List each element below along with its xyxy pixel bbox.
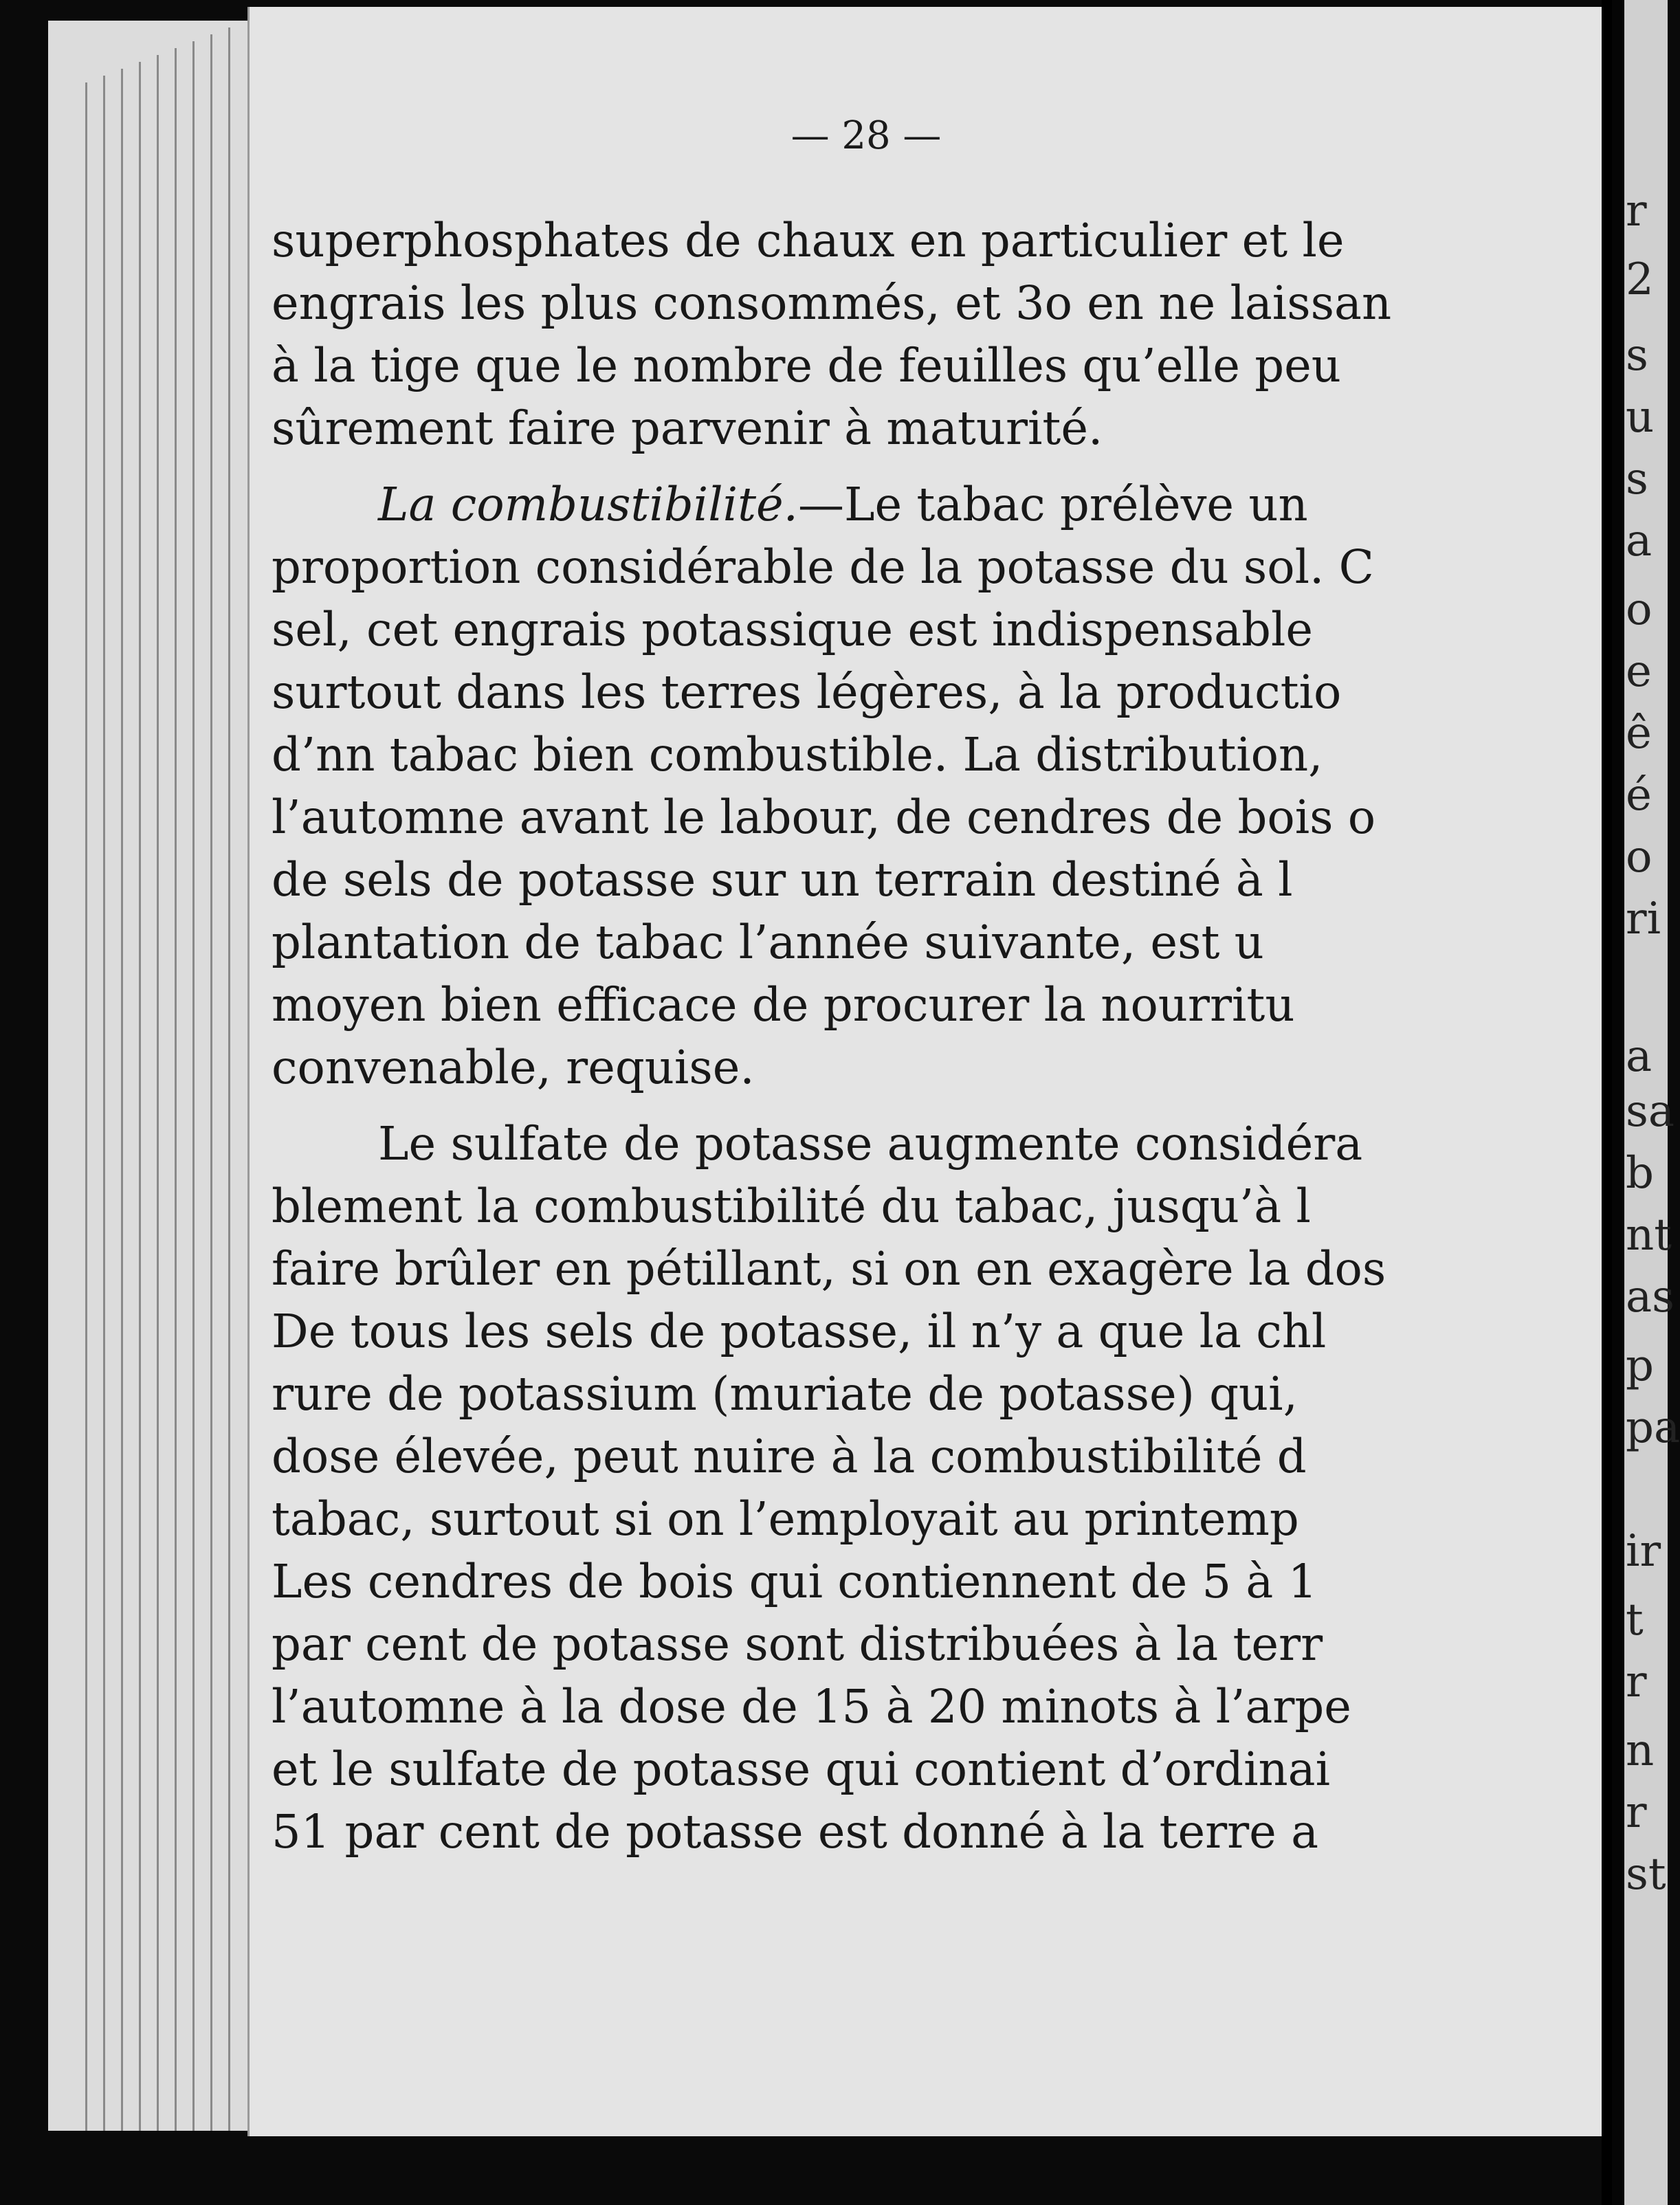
text-line: et le sulfate de potasse qui contient d’ordinai: [272, 1742, 1331, 1796]
facing-fragment: e: [1626, 646, 1652, 697]
text-line: d’nn tabac bien combustible. La distribution,: [272, 728, 1323, 782]
text-line: superphosphates de chaux en particulier et le: [272, 214, 1345, 267]
facing-fragment: ê: [1626, 708, 1652, 759]
text-line: convenable, requise.: [272, 1041, 755, 1094]
text-line: faire brûler en pétillant, si on en exagère la dos: [272, 1242, 1386, 1296]
text-line: Les cendres de bois qui contiennent de 5 à 1: [272, 1555, 1318, 1608]
stacked-page-edges: [48, 21, 254, 2131]
text-line: sûrement faire parvenir à maturité.: [272, 401, 1103, 455]
facing-fragment: t: [1626, 1595, 1644, 1646]
facing-fragment: s: [1626, 330, 1648, 381]
facing-fragment: é: [1626, 770, 1652, 821]
facing-fragment: p: [1626, 1340, 1654, 1391]
paragraph-3: [272, 1113, 1633, 1863]
paragraph-2: [272, 474, 1633, 1099]
facing-fragment: r: [1626, 1656, 1647, 1707]
text-line: tabac, surtout si on l’employait au printemp: [272, 1492, 1299, 1546]
text-line: de sels de potasse sur un terrain destiné à l: [272, 853, 1293, 907]
text-line: blement la combustibilité du tabac, jusqu’à l: [272, 1179, 1311, 1233]
text-line: plantation de tabac l’année suivante, est u: [272, 916, 1264, 969]
facing-fragment: b: [1626, 1148, 1654, 1199]
page-body-text: [272, 210, 1633, 1877]
text-line: moyen bien efficace de procurer la nourritu: [272, 978, 1295, 1032]
text-line: l’automne à la dose de 15 à 20 minots à l’arpe: [272, 1680, 1351, 1733]
facing-fragment: as: [1626, 1272, 1675, 1322]
page-number: — 28 —: [791, 113, 942, 158]
text-line: [272, 474, 1633, 536]
text-line: sel, cet engrais potassique est indispensable: [272, 603, 1314, 656]
facing-fragment: o: [1626, 584, 1653, 635]
facing-fragment: 2: [1626, 254, 1654, 305]
text-line: rure de potassium (muriate de potasse) qui,: [272, 1367, 1298, 1421]
facing-page-strip: [1612, 0, 1680, 2205]
facing-fragment: ri: [1626, 894, 1661, 944]
text-line: par cent de potasse sont distribuées à la terr: [272, 1617, 1323, 1671]
facing-fragment: n: [1626, 1725, 1655, 1776]
paragraph-1: [272, 210, 1633, 460]
facing-fragment: o: [1626, 832, 1653, 883]
facing-fragment: sa: [1626, 1086, 1675, 1137]
text-line: à la tige que le nombre de feuilles qu’elle peu: [272, 339, 1341, 392]
text-line: Le sulfate de potasse augmente considéra: [378, 1117, 1363, 1171]
text-line: engrais les plus consommés, et 3o en ne laissan: [272, 276, 1392, 330]
text-line-fragment: —Le tabac prélève un: [797, 478, 1308, 531]
text-line: proportion considérable de la potasse du sol. C: [272, 540, 1374, 594]
facing-fragment: st: [1626, 1849, 1666, 1900]
facing-fragment: a: [1626, 1031, 1653, 1082]
facing-fragment: s: [1626, 454, 1648, 505]
text-line: surtout dans les terres légères, à la productio: [272, 665, 1342, 719]
facing-fragment: r: [1626, 186, 1647, 236]
text-line: l’automne avant le labour, de cendres de bois o: [272, 790, 1376, 844]
section-heading: La combustibilité.: [378, 478, 798, 531]
facing-fragment: a: [1626, 516, 1653, 566]
text-line: dose élevée, peut nuire à la combustibilité d: [272, 1430, 1307, 1483]
facing-fragment: pa: [1626, 1402, 1680, 1453]
facing-fragment: r: [1626, 1787, 1647, 1838]
facing-fragment: ir: [1626, 1526, 1661, 1577]
facing-fragment: nt: [1626, 1210, 1672, 1261]
text-line: 51 par cent de potasse est donné à la terre a: [272, 1805, 1319, 1859]
facing-fragment: u: [1626, 392, 1655, 443]
text-line: De tous les sels de potasse, il n’y a que la chl: [272, 1305, 1327, 1358]
